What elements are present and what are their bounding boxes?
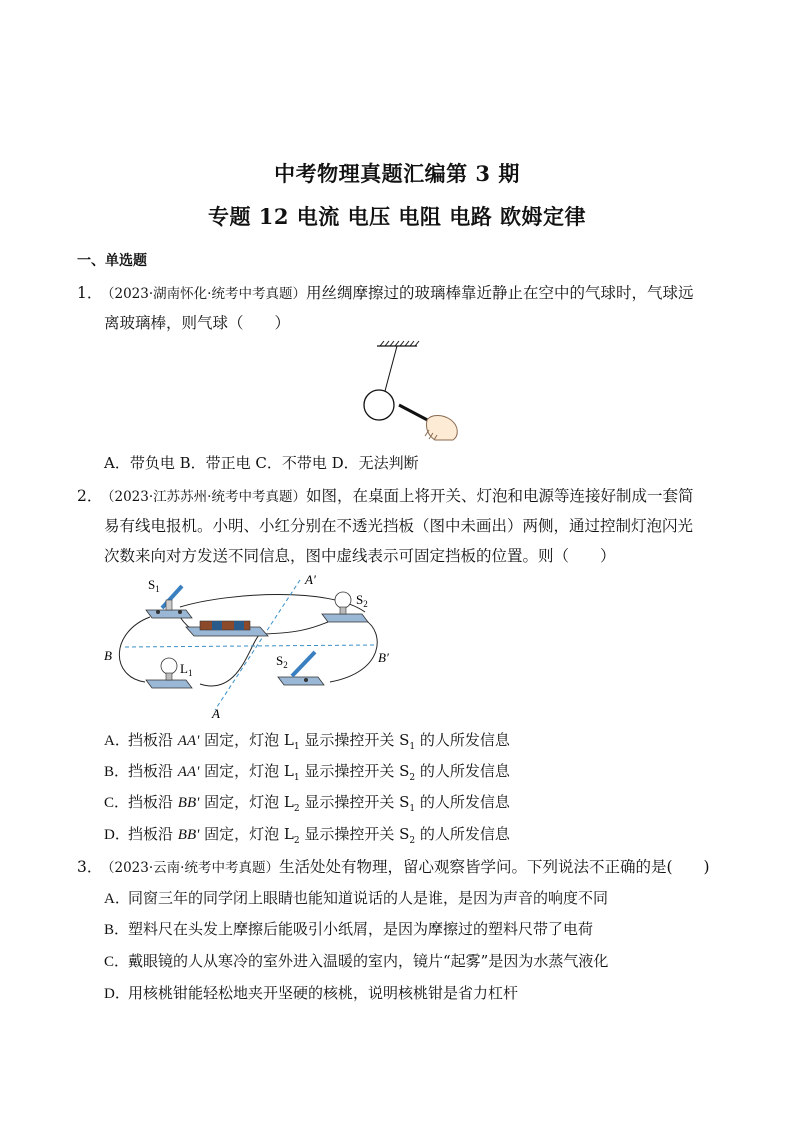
question-3-option-c: C．戴眼镜的人从寒冷的室外进入温暖的室内，镜片“起雾”是因为水蒸气液化 — [104, 952, 609, 970]
question-1 — [77, 278, 721, 309]
label-a: A — [212, 706, 220, 721]
label-b-prime: B′ — [378, 650, 389, 665]
question-source: （2023·湖南怀化·统考中考真题） — [101, 286, 306, 302]
question-2-text-line3: 次数来向对方发送不同信息，图中虚线表示可固定挡板的位置。则（ ） — [104, 547, 616, 565]
question-2-text-line2: 易有线电报机。小明、小红分别在不透光挡板（图中未画出）两侧，通过控制灯泡闪光 — [104, 517, 694, 535]
question-number: 1． — [77, 284, 103, 302]
question-number: 2． — [77, 487, 103, 505]
question-number: 3． — [77, 858, 103, 876]
question-2-option-c: C．挡板沿 BB' 固定，灯泡 $L_2$ 显示操控开关 $S_1$ 的人所发信息 — [104, 793, 510, 814]
label-l1: $L_1$ — [180, 661, 193, 678]
question-source: （2023·江苏苏州·统考中考真题） — [101, 489, 306, 505]
question-2-option-a: A．挡板沿 AA' 固定，灯泡 $L_1$ 显示操控开关 $S_1$ 的人所发信息 — [104, 731, 510, 752]
label-s1: $S_1$ — [148, 577, 160, 594]
label-s2-bottom: $S_2$ — [276, 653, 288, 670]
label-a-prime: A′ — [305, 572, 316, 587]
question-text: 用丝绸摩擦过的玻璃棒靠近静止在空中的气球时，气球远 — [305, 284, 694, 302]
question-3 — [77, 852, 721, 883]
question-text: 如图，在桌面上将开关、灯泡和电源等连接好制成一套简 — [305, 487, 694, 505]
section-heading: 一、单选题 — [77, 253, 147, 269]
question-3-option-d: D．用核桃钳能轻松地夹开坚硬的核桃，说明核桃钳是省力杠杆 — [104, 984, 519, 1002]
question-3-option-a: A．同窗三年的同学闭上眼睛也能知道说话的人是谁，是因为声音的响度不同 — [104, 889, 609, 907]
question-source: （2023·云南·统考中考真题） — [101, 860, 279, 876]
page-title: 中考物理真题汇编第 3 期 — [274, 161, 520, 186]
page-subtitle: 专题 12 电流 电压 电阻 电路 欧姆定律 — [207, 204, 587, 229]
question-1-options: A．带负电 B．带正电 C．不带电 D．无法判断 — [104, 454, 419, 472]
label-b: B — [104, 648, 112, 663]
label-s2-top: $S_2$ — [356, 592, 368, 609]
balloon-figure — [355, 338, 465, 444]
question-3-option-b: B．塑料尺在头发上摩擦后能吸引小纸屑，是因为摩擦过的塑料尺带了电荷 — [104, 920, 594, 938]
question-2 — [77, 481, 721, 512]
question-2-option-d: D．挡板沿 BB' 固定，灯泡 $L_2$ 显示操控开关 $S_2$ 的人所发信息 — [104, 825, 510, 846]
question-2-option-b: B．挡板沿 AA' 固定，灯泡 $L_1$ 显示操控开关 $S_2$ 的人所发信息 — [104, 762, 510, 783]
circuit-figure — [100, 572, 410, 722]
question-1-text-line2: 离玻璃棒，则气球（ ） — [104, 314, 291, 332]
question-text: 生活处处有物理，留心观察皆学问。下列说法不正确的是( ) — [278, 858, 710, 876]
